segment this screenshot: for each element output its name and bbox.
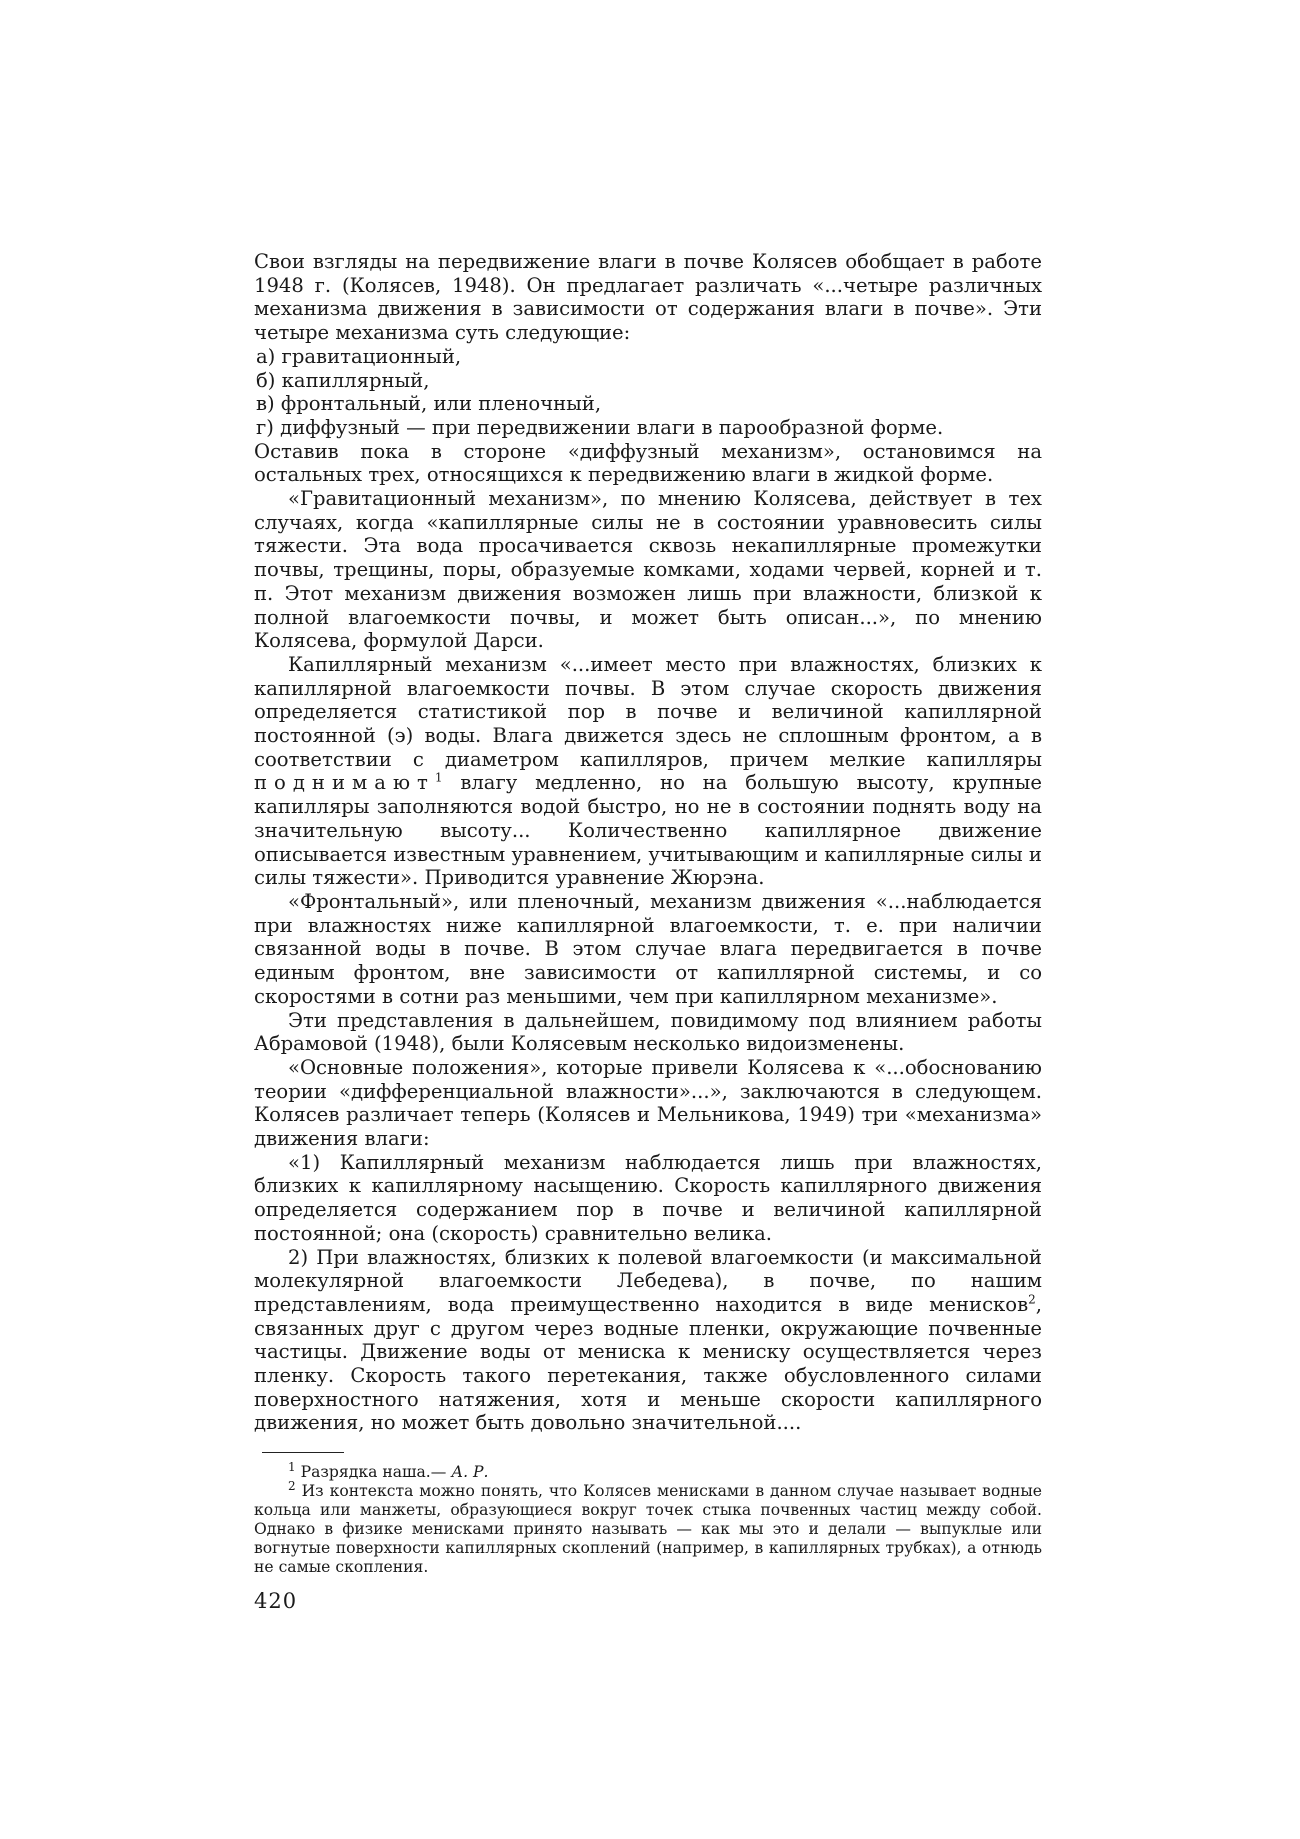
paragraph: Эти представления в дальнейшем, повидимому под влиянием работы Абрамовой (1948), были Колясевым несколько видоизменены. (254, 1008, 1042, 1056)
footnote (254, 1459, 1042, 1482)
footnote-ref: 2 (1028, 1292, 1036, 1307)
document-page (254, 250, 1042, 1613)
paragraph-text: 2) При влажностях, близких к полевой влагоемкости (и максимальной молекулярной влагоемкости Лебедева), в почве, по нашим представлениям, вода преимущественно находится в виде менисков (254, 1245, 1042, 1316)
paragraph: «Фронтальный», или пленочный, механизм движения «...наблюдается при влажностях ниже капиллярной влагоемкости, т. е. при наличии связанной воды в почве. В этом случае влага передвигается в почве единым фронтом, вне зависимости от капиллярной системы, и со скоростями в сотни раз меньшими, чем при капиллярном механизме». (254, 889, 1042, 1008)
paragraph (254, 653, 1042, 890)
footnote-text: Из контекста можно понять, что Колясев менисками в данном случае называет водные кольца или манжеты, образующиеся вокруг точек стыка почвенных частиц между собой. Однако в физике менисками принято называть — как мы это и делали — выпуклые или вогнутые поверхности капиллярных скоплений (например, в капиллярных трубках), а отнюдь не самые скопления. (254, 1482, 1042, 1577)
footnote-ref: 1 (434, 770, 443, 785)
paragraph-text: , связанных друг с другом через водные пленки, окружающие почвенные частицы. Движение воды от мениска к мениску осуществляется через пленку. Скорость такого перетекания, также обусловленного силами поверхностного натяжения, хотя и меньше скорости капиллярного движения, но может быть довольно значительной.... (254, 1292, 1042, 1435)
footnote (254, 1478, 1042, 1577)
footnote-text: Разрядка наша.— (300, 1463, 447, 1482)
paragraph: «Гравитационный механизм», по мнению Колясева, действует в тех случаях, когда «капиллярные силы не в состоянии уравновесить силы тяжести. Эта вода просачивается сквозь некапиллярные промежутки почвы, трещины, поры, образуемые комками, ходами червей, корней и т. п. Этот механизм движения возможен лишь при влажности, близкой к полной влагоемкости почвы, и может быть описан...», по мнению Колясева, формулой Дарси. (254, 487, 1042, 653)
paragraph: «1) Капиллярный механизм наблюдается лишь при влажностях, близких к капиллярному насыщению. Скорость капиллярного движения определяется содержанием пор в почве и величиной капиллярной постоянной; она (скорость) сравнительно велика. (254, 1150, 1042, 1245)
paragraph: Свои взгляды на передвижение влаги в почве Колясев обобщает в работе 1948 г. (Колясев, 1948). Он предлагает различать «...четыре различных механизма движения в зависимости от содержания влаги в почве». Эти четыре механизма суть следующие: (254, 250, 1042, 345)
page-number: 420 (254, 1589, 298, 1614)
spaced-emphasis: поднимают (254, 771, 435, 795)
paragraph: «Основные положения», которые привели Колясева к «...обоснованию теории «дифференциальной влажности»...», заключаются в следующем. Колясев различает теперь (Колясев и Мельникова, 1949) три «механизма» движения влаги: (254, 1055, 1042, 1151)
list-item: в) фронтальный, или пленочный, (256, 392, 602, 416)
paragraph: Оставив пока в стороне «диффузный механизм», остановимся на остальных трех, относящихся к передвижению влаги в жидкой форме. (254, 439, 1042, 487)
footnotes (254, 1459, 1042, 1577)
list-item: б) капиллярный, (256, 368, 430, 392)
footnote-mark: 1 (288, 1459, 296, 1474)
main-text (254, 250, 1042, 1435)
list-item: г) диффузный — при передвижении влаги в парообразной форме. (256, 415, 944, 439)
paragraph-text: Капиллярный механизм «...имеет место при влажностях, близких к капиллярной влагоемкости почвы. В этом случае скорость движения определяется статистикой пор в почве и величиной капиллярной постоянной (э) воды. Влага движется здесь не сплошным фронтом, а в соответствии с диаметром капилляров, причем мелкие капилляры (254, 652, 1042, 771)
list-item: а) гравитационный, (256, 344, 462, 368)
footnote-mark: 2 (288, 1478, 296, 1493)
footnote-author: А. Р. (451, 1463, 489, 1482)
paragraph-text: влагу медленно, но на большую высоту, крупные капилляры заполняются водой быстро, но не в состоянии поднять воду на значительную высоту... Количественно капиллярное движение описывается известным уравнением, учитывающим и капиллярные силы и силы тяжести». Приводится уравнение Жюрэна. (254, 771, 1042, 890)
footnote-divider (262, 1452, 344, 1453)
paragraph (254, 1246, 1042, 1436)
